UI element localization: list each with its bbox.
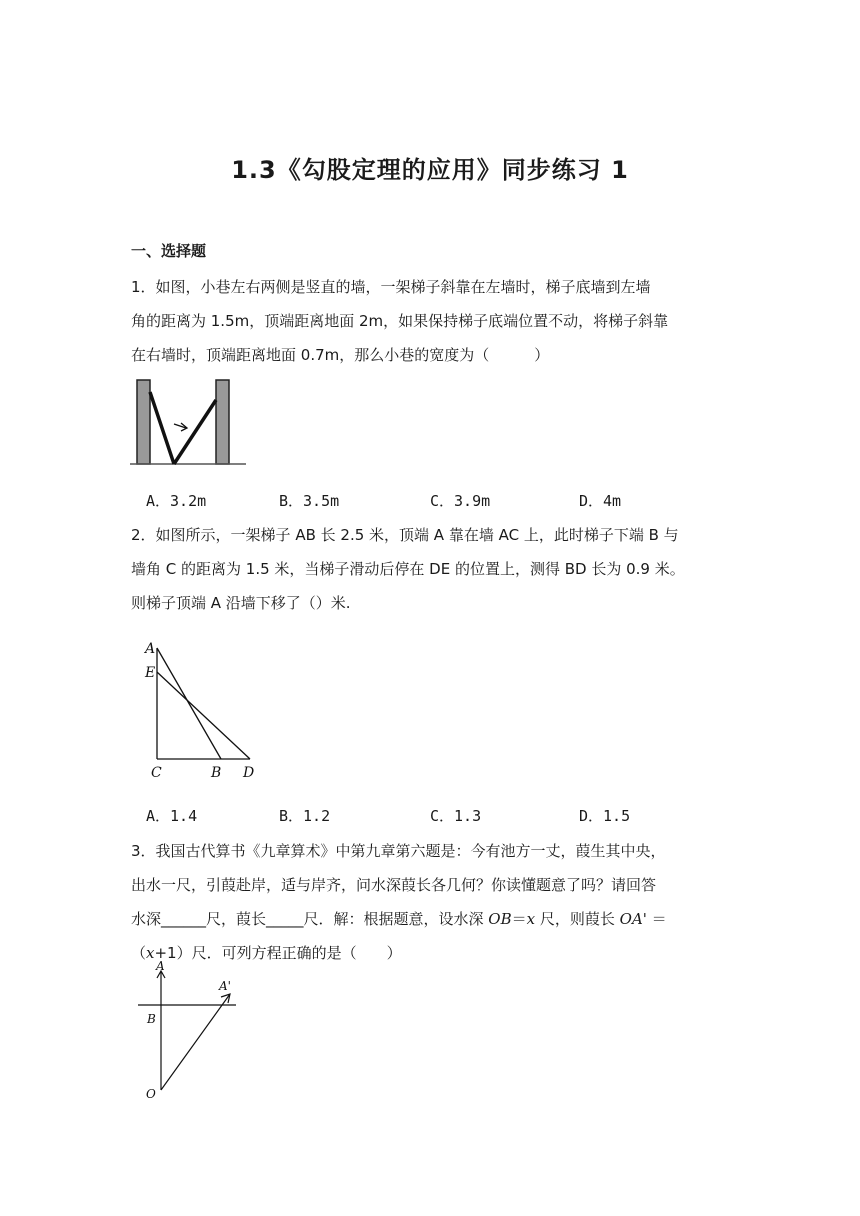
label-a3: A xyxy=(156,959,165,973)
q1-figure xyxy=(128,378,248,468)
label-a: A xyxy=(145,641,156,657)
q2-option-d[interactable]: D．1.5 xyxy=(579,807,631,825)
var-oa-prime: OA' xyxy=(619,910,647,928)
q3-line-3 xyxy=(131,908,667,929)
q3-line-4-text-a: （ xyxy=(131,944,147,962)
ladder-left xyxy=(150,392,174,464)
label-b: B xyxy=(211,765,222,781)
right-wall xyxy=(216,380,229,464)
label-o: O xyxy=(146,1087,156,1101)
q3-figure xyxy=(136,959,256,1103)
q1-line-2: 角的距离为 1.5m，顶端距离地面 2m，如果保持梯子底端位置不动，将梯子斜靠 xyxy=(131,312,669,330)
q3-line-4 xyxy=(131,942,402,963)
q2-line-2: 墙角 C 的距离为 1.5 米，当梯子滑动后停在 DE 的位置上，测得 BD 长为 0.9 米。 xyxy=(131,560,685,578)
label-b3: B xyxy=(147,1012,156,1026)
q2-figure xyxy=(140,640,270,780)
section-heading: 一、选择题 xyxy=(131,242,207,260)
label-e: E xyxy=(145,665,156,681)
q2-line-3: 则梯子顶端 A 沿墙下移了（）米. xyxy=(131,594,351,612)
q1-option-c[interactable]: C．3.9m xyxy=(430,492,491,510)
q1-option-b[interactable]: B．3.5m xyxy=(279,492,340,510)
q2-option-c[interactable]: C．1.3 xyxy=(430,807,482,825)
label-c: C xyxy=(151,765,162,781)
var-x: x xyxy=(526,910,536,928)
q1-option-a[interactable]: A．3.2m xyxy=(146,492,207,510)
q2-option-a[interactable]: A．1.4 xyxy=(146,807,198,825)
q3-line-3-text-b: ＝ xyxy=(511,910,527,928)
q3-line-1: 3．我国古代算书《九章算术》中第九章第六题是：今有池方一丈，葭生其中央， xyxy=(131,842,666,860)
q3-line-4-text-b: +1）尺．可列方程正确的是（ ） xyxy=(154,944,402,962)
label-a-prime: A' xyxy=(219,979,231,993)
label-d: D xyxy=(243,765,255,781)
q1-line-3: 在右墙时，顶端距离地面 0.7m，那么小巷的宽度为（ ） xyxy=(131,346,550,364)
var-ob: OB xyxy=(488,910,512,928)
page-title: 1.3《勾股定理的应用》同步练习 1 xyxy=(231,156,629,184)
q1-option-d[interactable]: D．4m xyxy=(579,492,622,510)
ladder-right xyxy=(174,400,216,464)
ladder-ab xyxy=(157,648,221,759)
q3-line-3-text-d: ＝ xyxy=(646,910,667,928)
q3-line-3-text-c: 尺，则葭长 xyxy=(535,910,620,928)
q3-line-2: 出水一尺，引葭赴岸，适与岸齐，问水深葭长各几何？你读懂题意了吗？请回答 xyxy=(131,876,657,894)
reed-slanted xyxy=(161,994,230,1090)
left-wall xyxy=(137,380,150,464)
q2-option-b[interactable]: B．1.2 xyxy=(279,807,331,825)
ladder-de xyxy=(157,672,250,759)
var-x-2: x xyxy=(146,944,155,962)
q2-line-1: 2．如图所示，一架梯子 AB 长 2.5 米，顶端 A 靠在墙 AC 上，此时梯子下端 B 与 xyxy=(131,526,679,544)
q3-line-3-text-a: 水深______尺，葭长_____尺．解：根据题意，设水深 xyxy=(131,910,489,928)
q1-line-1: 1．如图，小巷左右两侧是竖直的墙，一架梯子斜靠在左墙时，梯子底墙到左墙 xyxy=(131,278,651,296)
